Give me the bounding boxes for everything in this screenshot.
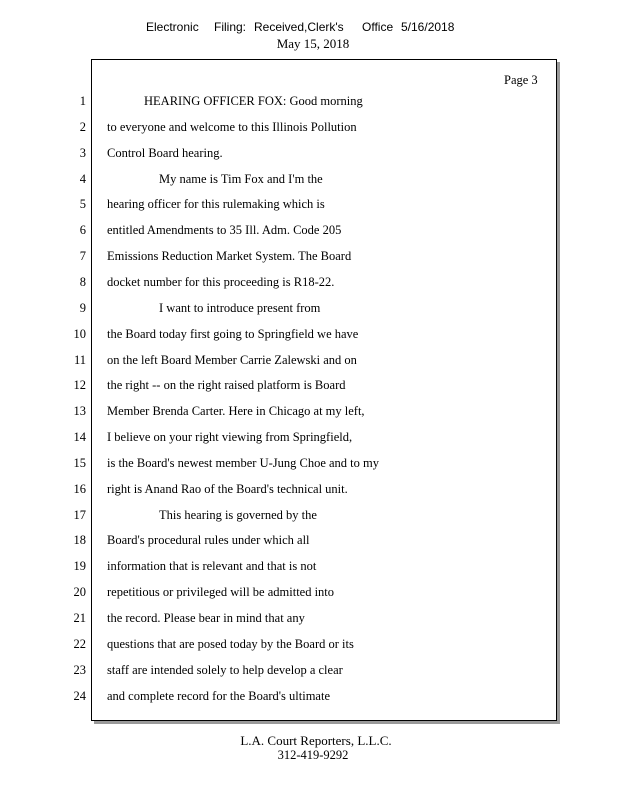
line-number: 2 xyxy=(79,119,86,134)
transcript-line-text: on the left Board Member Carrie Zalewski and on xyxy=(107,352,357,367)
line-number: 6 xyxy=(79,223,86,238)
transcript-line-text: the record. Please bear in mind that any xyxy=(107,611,305,625)
transcript-line-text: repetitious or privileged will be admitted into xyxy=(107,585,335,600)
transcript-line-text: staff are intended solely to help develop a clear xyxy=(107,662,343,677)
transcript-line-text: to everyone and welcome to this Illinois Pollution xyxy=(107,119,357,134)
transcript-date: May 15, 2018 xyxy=(276,36,350,51)
line-number: 17 xyxy=(73,507,86,522)
transcript-line-text: the right -- on the right raised platform is Board xyxy=(107,378,346,393)
transcript-line-text: hearing officer for this rulemaking which is xyxy=(107,197,325,212)
line-number: 11 xyxy=(73,352,86,367)
line-number: 22 xyxy=(73,636,86,651)
transcript-line-text: HEARING OFFICER FOX: Good morning xyxy=(144,94,363,108)
footer-company: L.A. Court Reporters, L.L.C. xyxy=(240,733,392,748)
transcript-line-text: My name is Tim Fox and I'm the xyxy=(159,171,323,186)
line-number: 3 xyxy=(79,145,86,160)
transcript-line-text: information that is relevant and that is not xyxy=(107,559,317,574)
page-number: Page 3 xyxy=(504,73,538,87)
line-number: 24 xyxy=(73,688,86,703)
transcript-line-text: docket number for this proceeding is R18-22. xyxy=(107,274,335,289)
line-number: 20 xyxy=(73,585,86,600)
transcript-line-text: questions that are posed today by the Board or its xyxy=(107,636,354,651)
header-office: Office xyxy=(362,20,394,34)
line-number: 5 xyxy=(79,197,86,212)
transcript-line-text: Control Board hearing. xyxy=(107,145,223,160)
transcript-line-text: and complete record for the Board's ultimate xyxy=(107,688,331,703)
header-received: Received,Clerk's xyxy=(254,20,344,34)
line-number: 4 xyxy=(79,171,86,186)
header-electronic: Electronic xyxy=(146,20,199,34)
line-number: 10 xyxy=(73,326,86,341)
transcript-line-text: Member Brenda Carter. Here in Chicago at my left, xyxy=(107,404,365,419)
line-number: 7 xyxy=(79,249,86,264)
line-number: 1 xyxy=(79,94,86,108)
header-filed-date: 5/16/2018 xyxy=(401,20,455,34)
line-number: 14 xyxy=(73,430,86,445)
line-number: 13 xyxy=(73,404,86,419)
transcript-line-text: I believe on your right viewing from Springfield, xyxy=(107,430,353,445)
electronic-filing-header xyxy=(0,20,618,36)
line-number: 16 xyxy=(73,481,86,496)
transcript-line-text: I want to introduce present from xyxy=(159,300,321,315)
transcript-line-text: Board's procedural rules under which all xyxy=(107,533,310,548)
transcript-line-text: Emissions Reduction Market System. The Board xyxy=(107,249,352,264)
line-number: 19 xyxy=(73,559,86,574)
transcript-line-text: right is Anand Rao of the Board's technical unit. xyxy=(107,481,348,496)
transcript-line-text: entitled Amendments to 35 Ill. Adm. Code 205 xyxy=(107,223,342,238)
transcript-line-text: the Board today first going to Springfield we have xyxy=(107,326,359,341)
line-number: 23 xyxy=(73,662,86,677)
line-number: 15 xyxy=(73,455,86,470)
line-number: 8 xyxy=(79,274,86,289)
line-number: 12 xyxy=(73,378,86,393)
line-number: 18 xyxy=(73,533,86,548)
footer-phone: 312-419-9292 xyxy=(277,748,349,762)
header-filing: Filing: xyxy=(214,20,247,34)
transcript-line-text: This hearing is governed by the xyxy=(159,507,317,522)
transcript-line-text: is the Board's newest member U-Jung Choe and to my xyxy=(107,455,379,470)
line-number: 9 xyxy=(79,300,86,315)
line-number: 21 xyxy=(73,611,86,625)
